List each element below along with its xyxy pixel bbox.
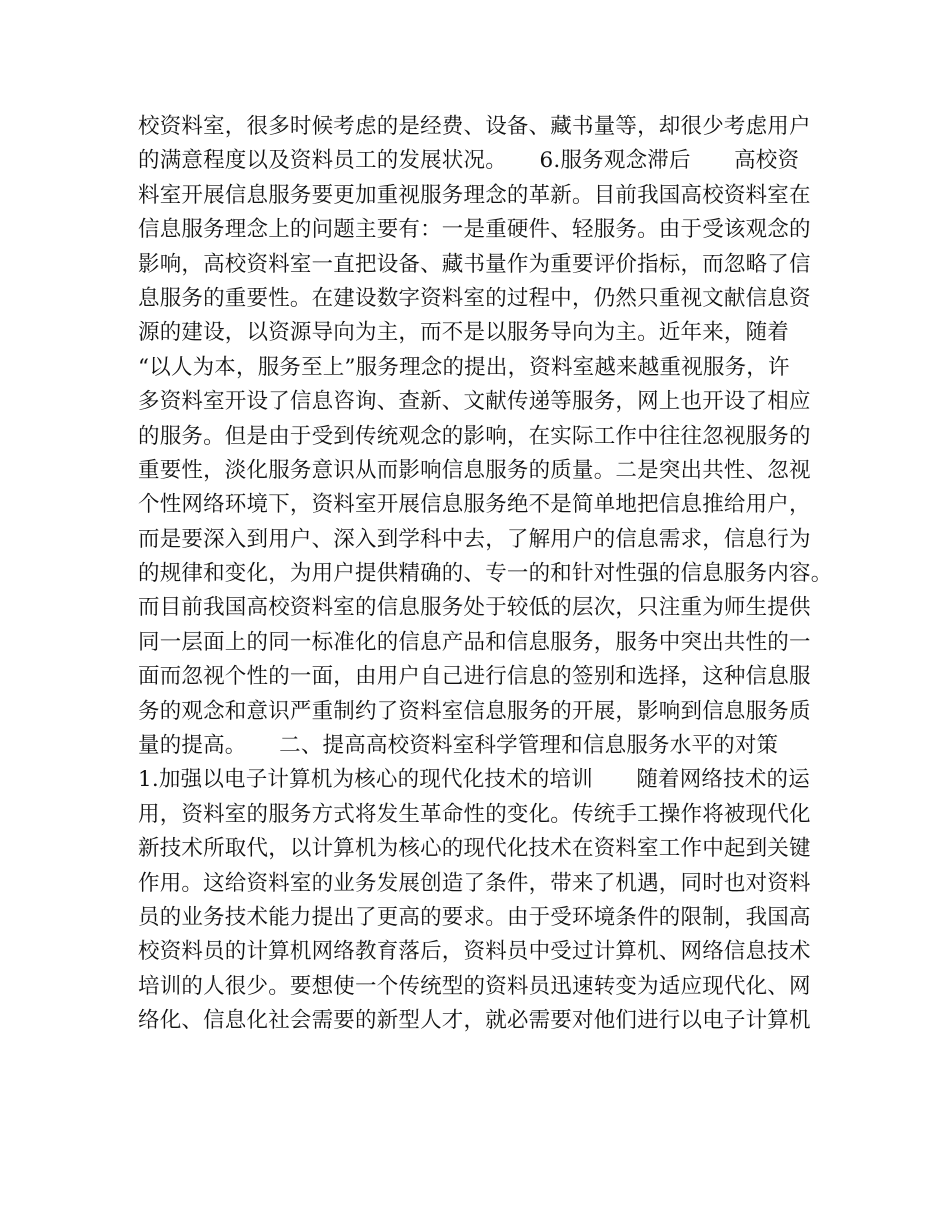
- text-line: 量的提高。 二、提高高校资料室科学管理和信息服务水平的对策: [138, 733, 779, 759]
- text-line: 校资料室，很多时候考虑的是经费、设备、藏书量等，却很少考虑用户: [138, 114, 811, 139]
- text-line: 络化、信息化社会需要的新型人才，就必需要对他们进行以电子计算机: [138, 1008, 811, 1034]
- text-line: 重要性，淡化服务意识从而影响信息服务的质量。二是突出共性、忽视: [138, 457, 811, 483]
- body-text: [138, 110, 833, 1039]
- text-line: 料室开展信息服务要更加重视服务理念的革新。目前我国高校资料室在: [138, 182, 811, 208]
- text-line: 1.加强以电子计算机为核心的现代化技术的培训 随着网络技术的运: [138, 767, 810, 793]
- text-line: 的满意程度以及资料员工的发展状况。 6.服务观念滞后 高校资: [138, 148, 800, 174]
- text-line: 息服务的重要性。在建设数字资料室的过程中，仍然只重视文献信息资: [138, 285, 811, 311]
- text-line: 多资料室开设了信息咨询、查新、文献传递等服务，网上也开设了相应: [138, 389, 811, 415]
- text-line: 员的业务技术能力提出了更高的要求。由于受环境条件的限制，我国高: [138, 904, 811, 930]
- text-line: 信息服务理念上的问题主要有：一是重硬件、轻服务。由于受该观念的: [138, 217, 811, 243]
- text-line: 作用。这给资料室的业务发展创造了条件，带来了机遇，同时也对资料: [138, 870, 811, 896]
- text-line: 的规律和变化，为用户提供精确的、专一的和针对性强的信息服务内容。: [138, 561, 833, 587]
- text-line: 面而忽视个性的一面，由用户自己进行信息的签别和选择，这种信息服: [138, 664, 811, 690]
- text-line: 源的建设，以资源导向为主，而不是以服务导向为主。近年来，随着: [138, 320, 790, 346]
- text-line: 用，资料室的服务方式将发生革命性的变化。传统手工操作将被现代化: [138, 801, 811, 827]
- text-line: 个性网络环境下，资料室开展信息服务绝不是简单地把信息推给用户，: [138, 492, 811, 518]
- text-line: 新技术所取代，以计算机为核心的现代化技术在资料室工作中起到关键: [138, 836, 811, 862]
- text-line: 而目前我国高校资料室的信息服务处于较低的层次，只注重为师生提供: [138, 595, 811, 621]
- text-line: 务的观念和意识严重制约了资料室信息服务的开展，影响到信息服务质: [138, 698, 811, 724]
- text-line: 而是要深入到用户、深入到学科中去，了解用户的信息需求，信息行为: [138, 526, 811, 552]
- text-line: 影响，高校资料室一直把设备、藏书量作为重要评价指标，而忽略了信: [138, 251, 811, 277]
- text-line: 校资料员的计算机网络教育落后，资料员中受过计算机、网络信息技术: [138, 939, 811, 965]
- text-line: “以人为本，服务至上”服务理念的提出，资料室越来越重视服务，许: [138, 354, 790, 380]
- text-line: 培训的人很少。要想使一个传统型的资料员迅速转变为适应现代化、网: [138, 973, 811, 999]
- text-line: 的服务。但是由于受到传统观念的影响，在实际工作中往往忽视服务的: [138, 423, 811, 449]
- text-line: 同一层面上的同一标准化的信息产品和信息服务，服务中突出共性的一: [138, 629, 811, 655]
